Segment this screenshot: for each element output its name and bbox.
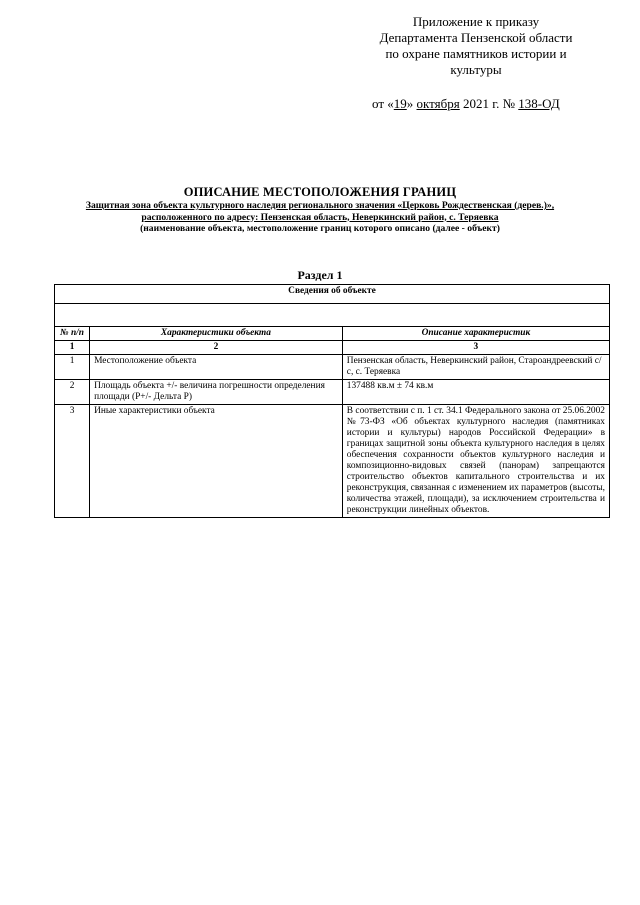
- table-spacer: [55, 304, 610, 327]
- row-characteristic: Площадь объекта +/- величина погрешности определения площади (Р+/- Дельта Р): [90, 380, 343, 405]
- order-prefix: от «: [372, 96, 394, 111]
- column-number: 2: [90, 341, 343, 355]
- section-title: Раздел 1: [297, 268, 343, 282]
- row-description: 137488 кв.м ± 74 кв.м: [342, 380, 609, 405]
- appendix-line: культуры: [450, 62, 502, 77]
- header-num: № п/п: [55, 327, 90, 341]
- table-caption: Сведения об объекте: [55, 285, 610, 304]
- object-name-block: [40, 200, 600, 235]
- column-number: 3: [342, 341, 609, 355]
- table-spacer-row: [55, 304, 610, 327]
- row-description: В соответствии с п. 1 ст. 34.1 Федерального закона от 25.06.2002 №73-ФЗ «Об объектах культурного наследия (памятниках истории и культуры) народов Российской Федерации» в границах защитной зоны объекта культурного наследия в целях обеспечения сохранности объектов культурного наследия и композиционно-видовых связей (панорам) запрещаются строительство объектов капитального строительства и их реконструкция, связанная с изменением их параметров (высоты, количества этажей, площади), за исключением строительства и реконструкции линейных объектов.: [342, 405, 609, 518]
- order-mid: »: [406, 96, 417, 111]
- column-number: 1: [55, 341, 90, 355]
- object-info-table: [54, 284, 610, 518]
- row-description: Пензенская область, Неверкинский район, Староандреевский с/с, с. Теряевка: [342, 355, 609, 380]
- row-characteristic: Местоположение объекта: [90, 355, 343, 380]
- table-header-row: [55, 327, 610, 341]
- table-row: [55, 355, 610, 380]
- row-num: 2: [55, 380, 90, 405]
- order-year: 2021 г. №: [459, 96, 519, 111]
- row-characteristic: Иные характеристики объекта: [90, 405, 343, 518]
- table-row: [55, 405, 610, 518]
- order-day: 19: [393, 96, 407, 111]
- order-number: 138-ОД: [518, 96, 560, 111]
- appendix-header: [366, 14, 586, 78]
- object-address-line: расположенного по адресу: Пензенская область, Неверкинский район, с. Теряевка: [141, 211, 499, 223]
- table-caption-row: [55, 285, 610, 304]
- appendix-line: Департамента Пензенской области: [379, 30, 573, 45]
- header-description: Описание характеристик: [342, 327, 609, 341]
- appendix-line: Приложение к приказу: [412, 14, 540, 29]
- order-month: октября: [416, 96, 460, 111]
- object-name-line: Защитная зона объекта культурного наследия регионального значения «Церковь Рождественская (дерев.)»,: [85, 200, 555, 211]
- object-name-caption: (наименование объекта, местоположение границ которого описано (далее - объект): [140, 223, 500, 234]
- table-number-row: [55, 341, 610, 355]
- document-title: ОПИСАНИЕ МЕСТОПОЛОЖЕНИЯ ГРАНИЦ: [183, 185, 457, 199]
- order-reference: [372, 96, 560, 112]
- row-num: 3: [55, 405, 90, 518]
- table-row: [55, 380, 610, 405]
- appendix-line: по охране памятников истории и: [385, 46, 567, 61]
- header-characteristic: Характеристики объекта: [90, 327, 343, 341]
- row-num: 1: [55, 355, 90, 380]
